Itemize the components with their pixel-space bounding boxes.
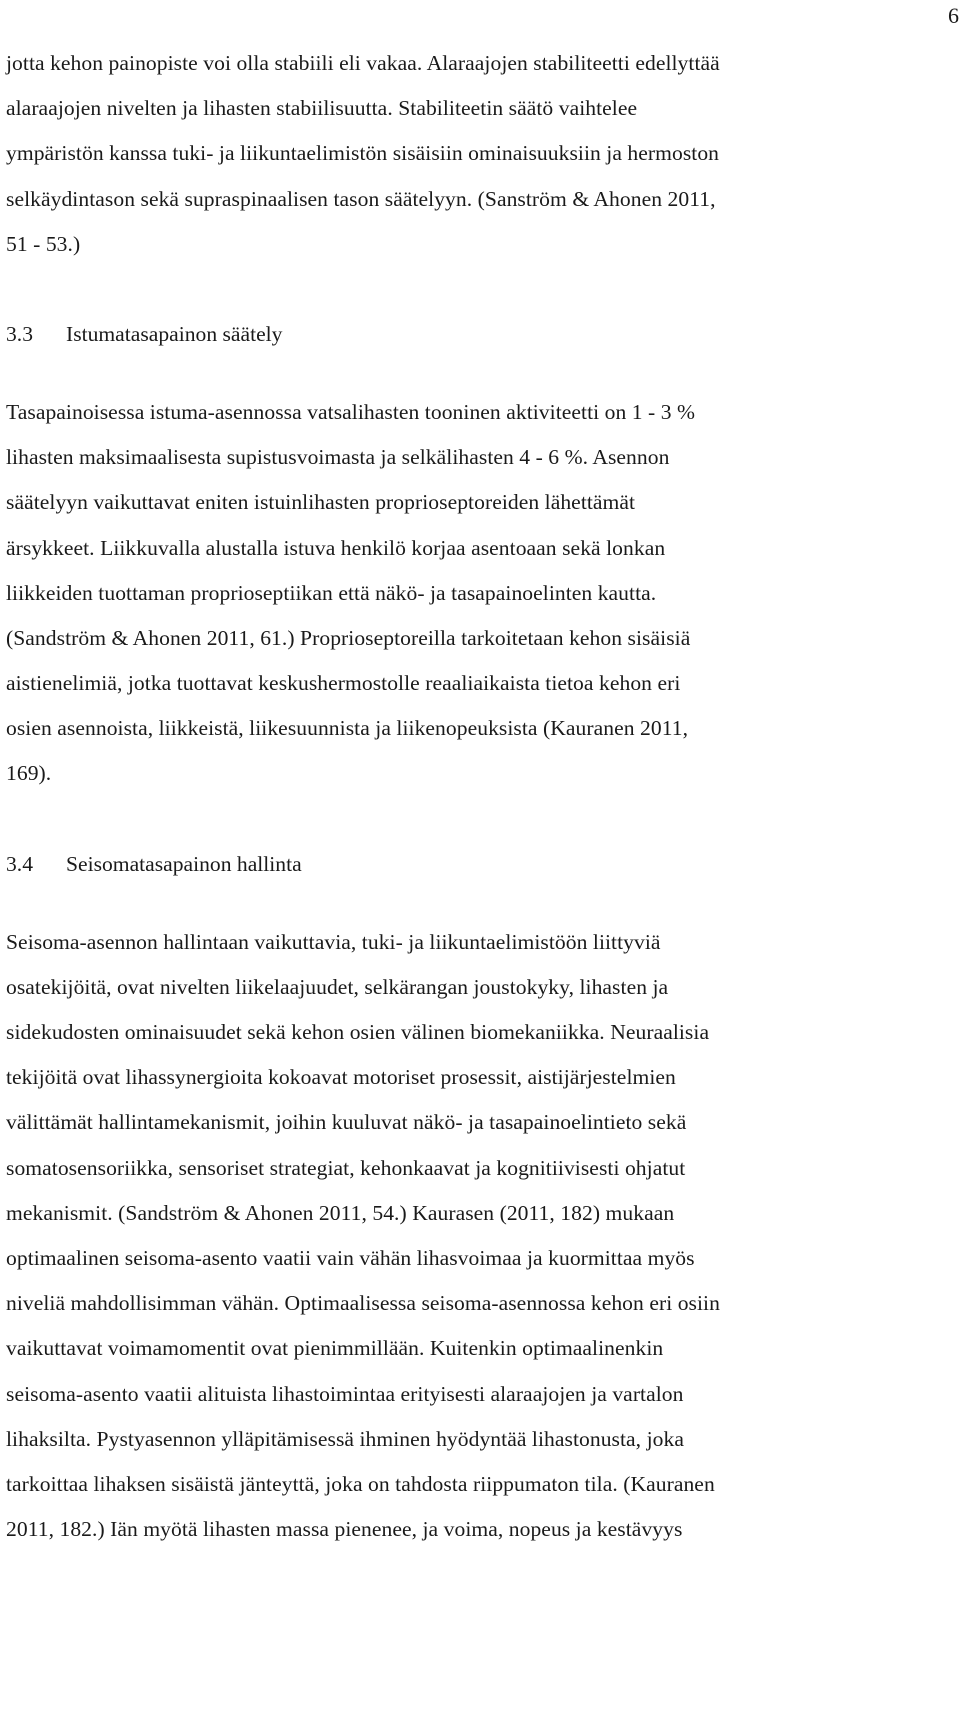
document-body [6, 41, 958, 1552]
text-line: ympäristön kanssa tuki- ja liikuntaelimistön sisäisiin ominaisuuksiin ja hermoston [6, 141, 720, 166]
text-line: 51 - 53.) [6, 231, 81, 256]
text-line: jotta kehon painopiste voi olla stabiili eli vakaa. Alaraajojen stabiliteetti edellyttää [6, 51, 720, 75]
text-line: 2011, 182.) Iän myötä lihasten massa pienenee, ja voima, nopeus ja kestävyys [6, 1517, 683, 1542]
text-line: mekanismit. (Sandström & Ahonen 2011, 54.) Kaurasen (2011, 182) mukaan [6, 1200, 675, 1225]
text-line: sidekudosten ominaisuudet sekä kehon osien välinen biomekaniikka. Neuraalisia [6, 1020, 710, 1044]
text-line: vaikuttavat voimamomentit ovat pienimmillään. Kuitenkin optimaalinenkin [6, 1336, 664, 1361]
section-number: 3.3 [6, 321, 33, 346]
section-number: 3.4 [6, 851, 33, 876]
section-title: Istumatasapainon säätely [66, 321, 283, 346]
text-line: (Sandström & Ahonen 2011, 61.) Proprioseptoreilla tarkoitetaan kehon sisäisiä [6, 625, 691, 650]
text-line: ärsykkeet. Liikkuvalla alustalla istuva henkilö korjaa asentoaan sekä lonkan [6, 535, 666, 560]
text-line: välittämät hallintamekanismit, joihin kuuluvat näkö- ja tasapainoelintieto sekä [6, 1110, 687, 1135]
text-line: somatosensoriikka, sensoriset strategiat, kehonkaavat ja kognitiivisesti ohjatut [6, 1155, 686, 1180]
text-line: Seisoma-asennon hallintaan vaikuttavia, tuki- ja liikuntaelimistöön liittyviä [6, 929, 661, 954]
text-line: seisoma-asento vaatii alituista lihastoimintaa erityisesti alaraajojen ja vartalon [6, 1381, 684, 1406]
section-title: Seisomatasapainon hallinta [66, 851, 302, 876]
text-line: osien asennoista, liikkeistä, liikesuunnista ja liikenopeuksista (Kauranen 2011, [6, 716, 689, 741]
text-line: optimaalinen seisoma-asento vaatii vain vähän lihasvoimaa ja kuormittaa myös [6, 1245, 695, 1270]
text-line: lihaksilta. Pystyasennon ylläpitämisessä ihminen hyödyntää lihastonusta, joka [6, 1426, 684, 1451]
section-heading-3-4 [6, 842, 958, 887]
text-line: liikkeiden tuottaman proprioseptiikan että näkö- ja tasapainoelinten kautta. [6, 580, 657, 605]
text-line: Tasapainoisessa istuma-asennossa vatsalihasten tooninen aktiviteetti on 1 - 3 % [6, 399, 696, 424]
text-line: 169). [6, 761, 52, 786]
text-line: osatekijöitä, ovat nivelten liikelaajuudet, selkärangan joustokyky, lihasten ja [6, 974, 669, 999]
text-line: niveliä mahdollisimman vähän. Optimaalisessa seisoma-asennossa kehon eri osiin [6, 1291, 720, 1316]
text-line: lihasten maksimaalisesta supistusvoimasta ja selkälihasten 4 - 6 %. Asennon [6, 445, 670, 470]
text-line: tarkoittaa lihaksen sisäistä jänteyttä, joka on tahdosta riippumaton tila. (Kauranen [6, 1471, 715, 1496]
section-heading-3-3 [6, 312, 958, 357]
paragraph-3-4 [6, 920, 958, 1553]
paragraph-3-3 [6, 390, 958, 797]
text-line: aistienelimiä, jotka tuottavat keskushermostolle reaaliaikaista tietoa kehon eri [6, 671, 681, 696]
text-line: säätelyyn vaikuttavat eniten istuinlihasten proprioseptoreiden lähettämät [6, 490, 636, 515]
text-line: alaraajojen nivelten ja lihasten stabiilisuutta. Stabiliteetin säätö vaihtelee [6, 96, 638, 121]
text-line: selkäydintason sekä supraspinaalisen tason säätelyyn. (Sanström & Ahonen 2011, [6, 186, 716, 211]
paragraph-intro [6, 41, 958, 267]
text-line: tekijöitä ovat lihassynergioita kokoavat motoriset prosessit, aistijärjestelmien [6, 1065, 676, 1090]
page-number: 6 [948, 3, 959, 28]
